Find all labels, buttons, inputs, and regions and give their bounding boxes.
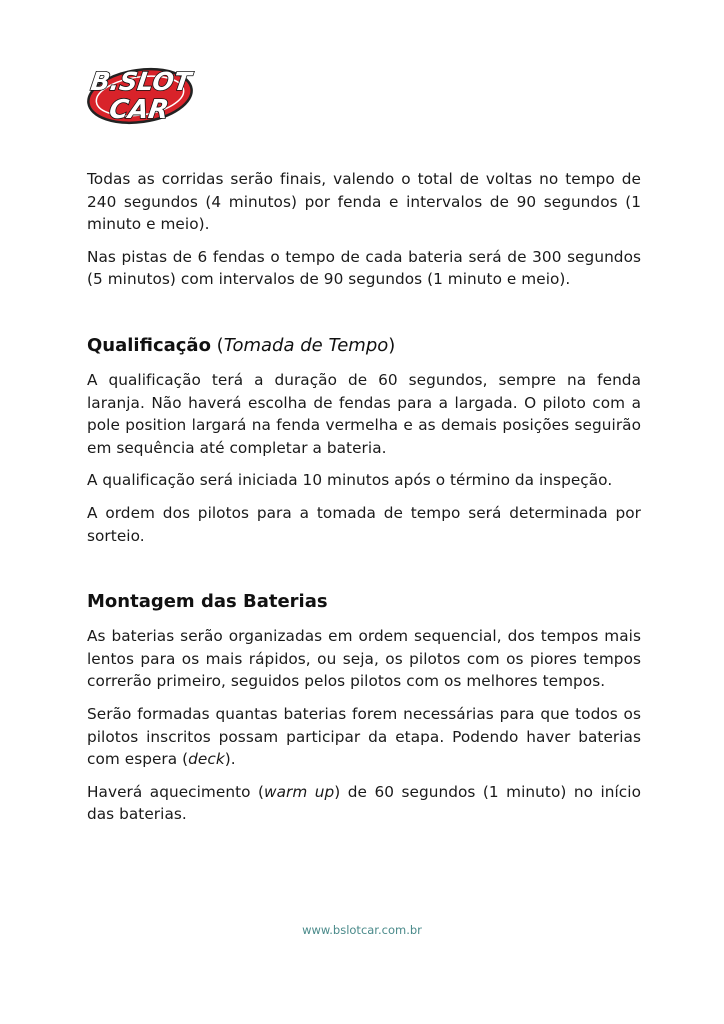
text-run: Haverá aquecimento ( [87, 782, 265, 801]
text-run: ). [224, 750, 236, 769]
logo-line2: CAR [107, 95, 171, 125]
section-heading-qualificacao [87, 333, 641, 359]
section-heading-montagem: Montagem das Baterias [87, 591, 328, 613]
montagem-paragraph-2 [87, 703, 641, 771]
heading-subtitle-close: ) [388, 334, 396, 356]
qualificacao-paragraph-2: A qualificação será iniciada 10 minutos após o término da inspeção. [87, 471, 613, 490]
heading-title: Qualificação [87, 334, 211, 356]
intro-paragraph-2: Nas pistas de 6 fendas o tempo de cada bateria será de 300 segundos (5 minutos) com intervalos de 90 segundos (1 minuto e meio). [87, 247, 641, 289]
text-run: ) de 60 segundos (1 minuto) no início das baterias. [87, 782, 641, 824]
intro-paragraph-1: Todas as corridas serão finais, valendo o total de voltas no tempo de 240 segundos (4 minutos) por fenda e intervalos de 90 segundos (1 minuto e meio). [87, 170, 641, 234]
document-body [87, 168, 641, 836]
footer-url[interactable]: www.bslotcar.com.br [302, 923, 422, 937]
montagem-paragraph-1: As baterias serão organizadas em ordem sequencial, dos tempos mais lentos para os mais rápidos, ou seja, os pilotos com os piores tempos correrão primeiro, seguidos pelos pilotos com os melhores tempos. [87, 627, 641, 691]
text-emphasis: warm up [264, 782, 335, 801]
montagem-paragraph-3 [87, 781, 641, 826]
heading-subtitle-open: ( [210, 334, 224, 356]
heading-subtitle: Tomada de Tempo [223, 334, 389, 356]
logo-line1: B.SLOT [89, 67, 193, 96]
bslotcar-logo [84, 60, 200, 128]
text-emphasis: deck [188, 750, 225, 769]
text-run: Serão formadas quantas baterias forem necessárias para que todos os pilotos inscritos possam participar da etapa. Podendo haver baterias com espera ( [87, 704, 641, 769]
qualificacao-paragraph-3: A ordem dos pilotos para a tomada de tempo será determinada por sorteio. [87, 503, 641, 545]
qualificacao-paragraph-1: A qualificação terá a duração de 60 segundos, sempre na fenda laranja. Não haverá escolha de fendas para a largada. O piloto com a pole position largará na fenda vermelha e as demais posições seguirão em sequência até completar a bateria. [87, 370, 641, 457]
